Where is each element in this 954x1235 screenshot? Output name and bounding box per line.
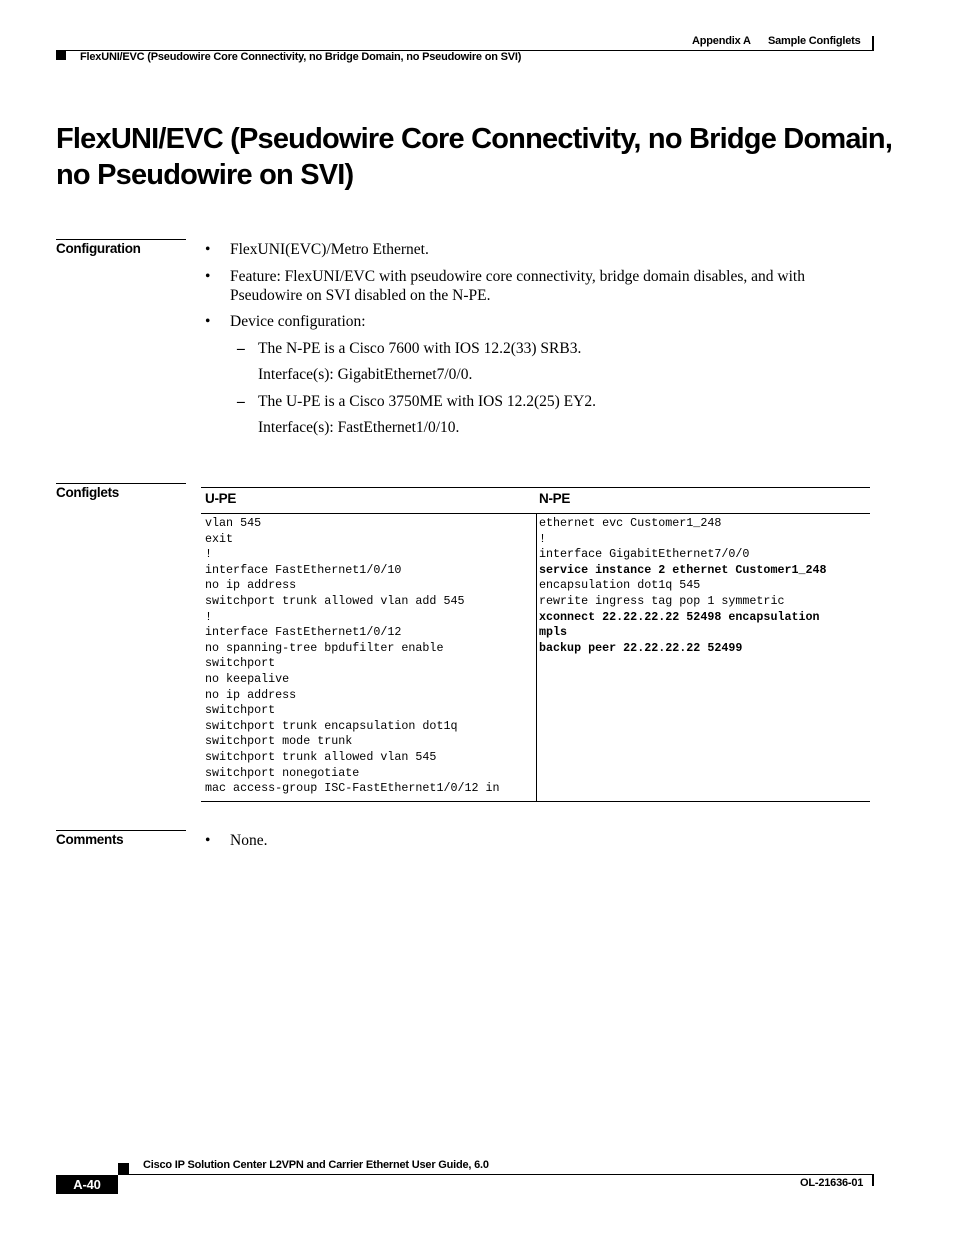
configuration-rule bbox=[56, 239, 186, 240]
footer-marker-square bbox=[118, 1163, 129, 1174]
configuration-bullet-2-cont: Pseudowire on SVI disabled on the N-PE. bbox=[230, 287, 491, 304]
npe-line: backup peer 22.22.22.22 52499 bbox=[539, 640, 743, 655]
page-number-box bbox=[56, 1175, 118, 1194]
npe-line: xconnect 22.22.22.22 52498 encapsulation bbox=[539, 609, 820, 624]
table-header-npe: N-PE bbox=[539, 491, 571, 506]
dash-icon: – bbox=[237, 393, 245, 410]
bullet-icon: • bbox=[205, 241, 211, 258]
configlets-label: Configlets bbox=[56, 485, 119, 500]
npe-line: ethernet evc Customer1_248 bbox=[539, 516, 722, 530]
bullet-icon: • bbox=[205, 313, 211, 330]
page-title-line-1: FlexUNI/EVC (Pseudowire Core Connectivity, no Bridge Domain, bbox=[56, 123, 893, 155]
configuration-sub-2: The U-PE is a Cisco 3750ME with IOS 12.2(25) EY2. bbox=[258, 393, 596, 410]
upe-line: switchport bbox=[205, 703, 276, 718]
comments-label: Comments bbox=[56, 832, 124, 847]
table-column-divider bbox=[536, 513, 537, 801]
upe-line: ! bbox=[205, 547, 213, 562]
configuration-bullet-2: Feature: FlexUNI/EVC with pseudowire core connectivity, bridge domain disables, and with bbox=[230, 268, 805, 285]
upe-line: no ip address bbox=[205, 687, 297, 702]
configuration-sub-2-interface: Interface(s): FastEthernet1/0/10. bbox=[258, 419, 460, 436]
upe-line: vlan 545 bbox=[205, 516, 262, 530]
upe-line: switchport trunk allowed vlan 545 bbox=[205, 749, 437, 764]
npe-line: interface GigabitEthernet7/0/0 bbox=[539, 547, 750, 562]
page-number: A-40 bbox=[73, 1177, 101, 1192]
header-appendix: Appendix A bbox=[692, 35, 751, 47]
comments-bullet-1: None. bbox=[230, 832, 268, 849]
npe-configlet bbox=[539, 516, 827, 656]
upe-line: mac access-group ISC-FastEthernet1/0/12 in bbox=[205, 781, 500, 796]
comments-rule bbox=[56, 830, 186, 831]
npe-line: rewrite ingress tag pop 1 symmetric bbox=[539, 593, 785, 608]
bullet-icon: • bbox=[205, 832, 211, 849]
upe-line: no ip address bbox=[205, 578, 297, 593]
footer-guide-title: Cisco IP Solution Center L2VPN and Carrier Ethernet User Guide, 6.0 bbox=[143, 1159, 489, 1171]
table-bottom-rule bbox=[201, 801, 870, 802]
footer-rule-vertical bbox=[872, 1175, 874, 1186]
configlets-rule bbox=[56, 483, 186, 484]
upe-line: exit bbox=[205, 531, 234, 546]
npe-line: ! bbox=[539, 531, 547, 546]
configlets-table bbox=[201, 487, 870, 802]
upe-line: switchport trunk encapsulation dot1q bbox=[205, 718, 458, 733]
upe-line: no keepalive bbox=[205, 671, 290, 686]
upe-line: interface FastEthernet1/0/12 bbox=[205, 625, 402, 640]
dash-icon: – bbox=[237, 340, 245, 357]
configuration-bullet-3: Device configuration: bbox=[230, 313, 366, 330]
header-chapter: Sample Configlets bbox=[768, 35, 861, 47]
page-title bbox=[56, 121, 916, 193]
npe-line: mpls bbox=[539, 625, 568, 640]
upe-line: no spanning-tree bpdufilter enable bbox=[205, 640, 444, 655]
table-top-rule bbox=[201, 487, 870, 488]
upe-line: ! bbox=[205, 609, 213, 624]
upe-line: switchport nonegotiate bbox=[205, 765, 360, 780]
upe-line: switchport mode trunk bbox=[205, 734, 353, 749]
npe-line: encapsulation dot1q 545 bbox=[539, 578, 701, 593]
header-rule-vertical bbox=[872, 36, 874, 50]
configuration-label: Configuration bbox=[56, 241, 141, 256]
configuration-sub-1-interface: Interface(s): GigabitEthernet7/0/0. bbox=[258, 366, 473, 383]
bullet-icon: • bbox=[205, 268, 211, 285]
header-breadcrumb: FlexUNI/EVC (Pseudowire Core Connectivity, no Bridge Domain, no Pseudowire on SVI) bbox=[80, 51, 522, 63]
upe-line: interface FastEthernet1/0/10 bbox=[205, 562, 402, 577]
page-title-line-2: no Pseudowire on SVI) bbox=[56, 159, 354, 191]
configuration-sub-1: The N-PE is a Cisco 7600 with IOS 12.2(33) SRB3. bbox=[258, 340, 582, 357]
footer-doc-number: OL-21636-01 bbox=[800, 1177, 864, 1189]
upe-line: switchport bbox=[205, 656, 276, 671]
table-header-upe: U-PE bbox=[205, 491, 237, 506]
upe-line: switchport trunk allowed vlan add 545 bbox=[205, 593, 465, 608]
header-marker-square bbox=[56, 50, 66, 60]
configuration-bullet-1: FlexUNI(EVC)/Metro Ethernet. bbox=[230, 241, 429, 258]
npe-line: service instance 2 ethernet Customer1_248 bbox=[539, 562, 827, 577]
footer-rule bbox=[118, 1174, 874, 1175]
upe-configlet bbox=[205, 516, 500, 797]
